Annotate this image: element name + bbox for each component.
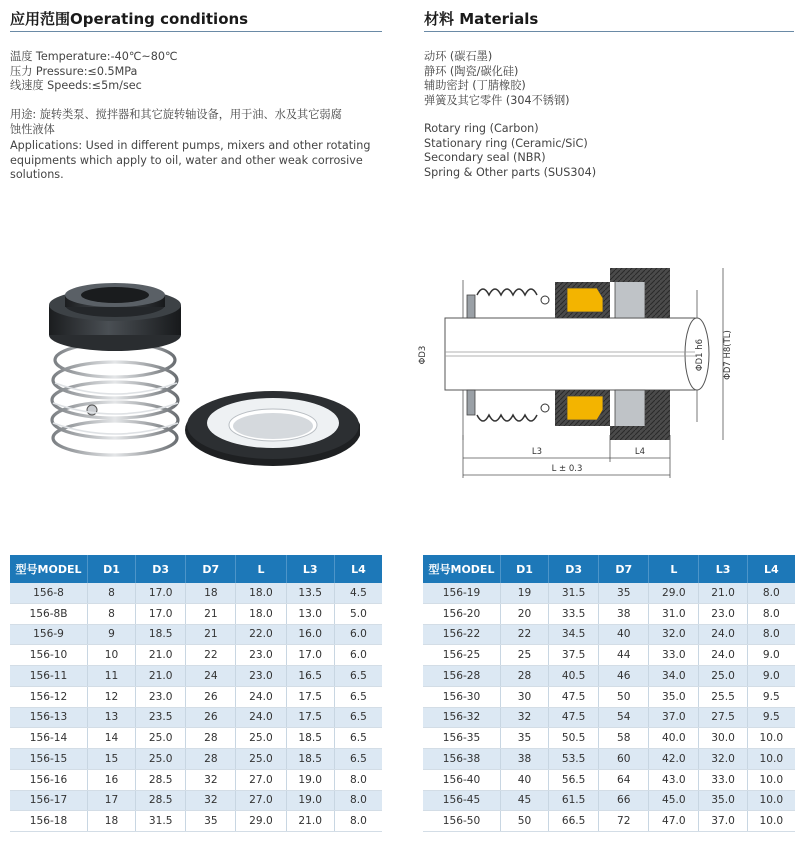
dimension-cell: 4.5	[334, 583, 382, 603]
column-header: D7	[599, 555, 649, 583]
usage-en-block	[10, 139, 370, 183]
dimension-cell: 23.0	[236, 666, 286, 687]
dimension-cell: 11	[88, 666, 136, 687]
material-en-line: Spring & Other parts (SUS304)	[424, 165, 597, 179]
model-table-right	[423, 555, 795, 832]
dimension-cell: 21.0	[136, 645, 186, 666]
material-en-line: Secondary seal (NBR)	[424, 151, 546, 165]
model-cell: 156-19	[423, 583, 500, 603]
table-row	[10, 666, 382, 687]
dimension-cell: 18.0	[236, 603, 286, 624]
dimension-cell: 13.5	[286, 583, 334, 603]
dimension-cell: 34.0	[649, 666, 699, 687]
dimension-cell: 32	[186, 769, 236, 790]
dimension-cell: 58	[599, 728, 649, 749]
dimension-cell: 47.5	[549, 707, 599, 728]
dimension-cell: 46	[599, 666, 649, 687]
dimension-cell: 40	[500, 769, 548, 790]
model-cell: 156-18	[10, 811, 88, 832]
dimension-cell: 31.5	[136, 811, 186, 832]
dimension-cell: 56.5	[549, 769, 599, 790]
dimension-cell: 31.5	[549, 583, 599, 603]
dimension-cell: 16.0	[286, 624, 334, 645]
dimension-cell: 18.5	[286, 728, 334, 749]
dimension-cell: 45.0	[649, 790, 699, 811]
column-header: D3	[549, 555, 599, 583]
dimension-cell: 34.5	[549, 624, 599, 645]
dimension-cell: 64	[599, 769, 649, 790]
column-header: L3	[699, 555, 747, 583]
dimension-cell: 28.5	[136, 769, 186, 790]
conditions-block	[10, 50, 178, 94]
usage-en-line: Applications: Used in different pumps, mixers and other rotating	[10, 139, 371, 152]
dimension-cell: 9.5	[747, 686, 795, 707]
dimension-cell: 9.0	[747, 645, 795, 666]
table-row	[10, 645, 382, 666]
dimension-cell: 6.5	[334, 707, 382, 728]
dimension-cell: 15	[88, 749, 136, 770]
dimension-cell: 21.0	[286, 811, 334, 832]
table-row	[10, 728, 382, 749]
table-row	[10, 624, 382, 645]
usage-en-line: solutions.	[10, 168, 64, 182]
dimension-cell: 72	[599, 811, 649, 832]
table-row	[423, 728, 795, 749]
model-cell: 156-8	[10, 583, 88, 603]
dimension-cell: 29.0	[649, 583, 699, 603]
title-divider	[424, 31, 794, 32]
model-cell: 156-40	[423, 769, 500, 790]
dimension-cell: 8.0	[334, 769, 382, 790]
model-cell: 156-28	[423, 666, 500, 687]
l-label: L ± 0.3	[551, 464, 583, 474]
dimension-cell: 24.0	[236, 707, 286, 728]
dimension-cell: 23.0	[236, 645, 286, 666]
dimension-cell: 54	[599, 707, 649, 728]
model-cell: 156-10	[10, 645, 88, 666]
model-cell: 156-17	[10, 790, 88, 811]
dimension-cell: 9	[88, 624, 136, 645]
model-cell: 156-22	[423, 624, 500, 645]
dimension-cell: 23.5	[136, 707, 186, 728]
dimension-cell: 10.0	[747, 790, 795, 811]
dimension-cell: 22.0	[236, 624, 286, 645]
dimension-cell: 8	[88, 603, 136, 624]
table-row	[10, 749, 382, 770]
table-header-row	[10, 555, 382, 583]
dimension-cell: 12	[88, 686, 136, 707]
dimension-cell: 9.0	[747, 666, 795, 687]
table-row	[423, 811, 795, 832]
dimension-cell: 6.5	[334, 686, 382, 707]
dimension-cell: 17.0	[136, 603, 186, 624]
dimension-cell: 29.0	[236, 811, 286, 832]
dimension-cell: 17.0	[286, 645, 334, 666]
model-cell: 156-30	[423, 686, 500, 707]
temperature-text: 温度 Temperature:-40℃~80℃	[10, 50, 178, 63]
column-header: L4	[334, 555, 382, 583]
material-cn-line: 弹簧及其它零件 (304不锈钢)	[424, 93, 570, 107]
dimension-cell: 33.5	[549, 603, 599, 624]
dimension-cell: 24.0	[236, 686, 286, 707]
title-divider	[10, 31, 382, 32]
dimension-cell: 6.5	[334, 666, 382, 687]
d1-label: ΦD1 h6	[695, 338, 705, 372]
dimension-cell: 21.0	[699, 583, 747, 603]
model-cell: 156-12	[10, 686, 88, 707]
dimension-cell: 8.0	[747, 624, 795, 645]
dimension-cell: 13.0	[286, 603, 334, 624]
dimension-cell: 25.0	[236, 728, 286, 749]
dimension-cell: 37.0	[649, 707, 699, 728]
dimension-cell: 50.5	[549, 728, 599, 749]
table-row	[423, 769, 795, 790]
model-cell: 156-20	[423, 603, 500, 624]
dimension-cell: 10.0	[747, 728, 795, 749]
dimension-cell: 18	[186, 583, 236, 603]
dimension-cell: 40	[599, 624, 649, 645]
dimension-cell: 37.5	[549, 645, 599, 666]
dimension-cell: 37.0	[699, 811, 747, 832]
materials-en-block	[424, 122, 596, 180]
dimension-cell: 50	[500, 811, 548, 832]
table-row	[423, 603, 795, 624]
dimension-cell: 16.5	[286, 666, 334, 687]
spring-coils	[52, 343, 178, 455]
dimension-cell: 21	[186, 624, 236, 645]
seal-product-illustration	[30, 265, 360, 500]
dimension-cell: 38	[599, 603, 649, 624]
dimension-cell: 9.5	[747, 707, 795, 728]
speed-text: 线速度 Speeds:≤5m/sec	[10, 79, 142, 93]
dimension-cell: 16	[88, 769, 136, 790]
table-row	[10, 686, 382, 707]
dimension-cell: 35	[186, 811, 236, 832]
dimension-cell: 24	[186, 666, 236, 687]
dimension-cell: 6.0	[334, 624, 382, 645]
table-row	[423, 666, 795, 687]
dimension-cell: 6.0	[334, 645, 382, 666]
dimension-cell: 26	[186, 686, 236, 707]
dimension-cell: 28	[186, 728, 236, 749]
model-cell: 156-16	[10, 769, 88, 790]
column-header: L3	[286, 555, 334, 583]
table-row	[10, 583, 382, 603]
dimension-cell: 30	[500, 686, 548, 707]
dimension-cell: 35.0	[699, 790, 747, 811]
model-cell: 156-35	[423, 728, 500, 749]
dimension-cell: 8.0	[334, 811, 382, 832]
operating-conditions-title: 应用范围Operating conditions	[10, 10, 249, 28]
table-row	[10, 769, 382, 790]
dimension-cell: 24.0	[699, 645, 747, 666]
dimension-cell: 18.0	[236, 583, 286, 603]
dimension-cell: 6.5	[334, 749, 382, 770]
d7-label: ΦD7 H8(TL)	[723, 330, 733, 380]
materials-title: 材料 Materials	[424, 10, 539, 28]
dimension-cell: 25.0	[699, 666, 747, 687]
model-table-left	[10, 555, 382, 832]
model-cell: 156-13	[10, 707, 88, 728]
dimension-cell: 44	[599, 645, 649, 666]
dimension-cell: 19	[500, 583, 548, 603]
table-row	[423, 583, 795, 603]
model-cell: 156-45	[423, 790, 500, 811]
dimension-cell: 61.5	[549, 790, 599, 811]
dimension-cell: 10.0	[747, 769, 795, 790]
dimension-cell: 45	[500, 790, 548, 811]
material-en-line: Stationary ring (Ceramic/SiC)	[424, 136, 588, 150]
dimension-cell: 18.5	[136, 624, 186, 645]
dimension-cell: 25.5	[699, 686, 747, 707]
usage-cn-block	[10, 108, 342, 137]
dimension-cell: 26	[186, 707, 236, 728]
dimension-cell: 8	[88, 583, 136, 603]
dimension-cell: 25.0	[136, 728, 186, 749]
dimension-cell: 33.0	[699, 769, 747, 790]
column-header: D1	[88, 555, 136, 583]
dimension-cell: 28.5	[136, 790, 186, 811]
dimension-cell: 32.0	[699, 749, 747, 770]
model-cell: 156-8B	[10, 603, 88, 624]
table-row	[10, 790, 382, 811]
l4-label: L4	[634, 447, 646, 457]
dimension-cell: 10.0	[747, 811, 795, 832]
column-header: D7	[186, 555, 236, 583]
dimension-cell: 47.0	[649, 811, 699, 832]
dimension-cell: 14	[88, 728, 136, 749]
model-cell: 156-9	[10, 624, 88, 645]
dimension-cell: 38	[500, 749, 548, 770]
dimension-cell: 19.0	[286, 769, 334, 790]
dimension-cell: 13	[88, 707, 136, 728]
dimension-cell: 17.0	[136, 583, 186, 603]
dimension-cell: 8.0	[747, 603, 795, 624]
dimension-cell: 32.0	[649, 624, 699, 645]
table-header-row	[423, 555, 795, 583]
model-cell: 156-38	[423, 749, 500, 770]
seal-technical-drawing	[405, 240, 800, 485]
seal-section-top	[467, 268, 670, 318]
usage-cn-line: 蚀性液体	[10, 122, 55, 136]
dimension-cell: 66.5	[549, 811, 599, 832]
dimension-cell: 30.0	[699, 728, 747, 749]
dimension-cell: 28	[500, 666, 548, 687]
dimension-cell: 18.5	[286, 749, 334, 770]
dimension-cell: 42.0	[649, 749, 699, 770]
model-cell: 156-50	[423, 811, 500, 832]
table-row	[423, 624, 795, 645]
material-cn-line: 动环 (碳石墨)	[424, 50, 493, 63]
seal-section-bottom	[467, 390, 670, 440]
dimension-cell: 25.0	[136, 749, 186, 770]
dimension-cell: 27.0	[236, 769, 286, 790]
dimension-cell: 40.5	[549, 666, 599, 687]
usage-cn-line: 用途: 旋转类泵、搅拌器和其它旋转轴设备，用于油、水及其它弱腐	[10, 108, 342, 121]
dimension-cell: 20	[500, 603, 548, 624]
column-header: D1	[500, 555, 548, 583]
table-row	[423, 790, 795, 811]
d3-label: ΦD3	[418, 345, 428, 365]
table-row	[10, 707, 382, 728]
column-header: 型号MODEL	[423, 555, 500, 583]
dimension-cell: 8.0	[747, 583, 795, 603]
dimension-cell: 22	[186, 645, 236, 666]
model-cell: 156-15	[10, 749, 88, 770]
table-row	[10, 811, 382, 832]
material-cn-line: 辅助密封 (丁腈橡胶)	[424, 79, 526, 93]
dimension-cell: 35.0	[649, 686, 699, 707]
dimension-cell: 47.5	[549, 686, 599, 707]
table-row	[423, 707, 795, 728]
dimension-cell: 8.0	[334, 790, 382, 811]
dimension-cell: 22	[500, 624, 548, 645]
dimension-cell: 19.0	[286, 790, 334, 811]
dimension-cell: 25.0	[236, 749, 286, 770]
dimension-cell: 10.0	[747, 749, 795, 770]
dimension-cell: 28	[186, 749, 236, 770]
model-cell: 156-11	[10, 666, 88, 687]
dimension-cell: 10	[88, 645, 136, 666]
column-header: D3	[136, 555, 186, 583]
model-cell: 156-32	[423, 707, 500, 728]
model-cell: 156-14	[10, 728, 88, 749]
column-header: L	[236, 555, 286, 583]
dimension-cell: 27.0	[236, 790, 286, 811]
dimension-cell: 32	[500, 707, 548, 728]
table-row	[423, 749, 795, 770]
dimension-cell: 31.0	[649, 603, 699, 624]
column-header: 型号MODEL	[10, 555, 88, 583]
dimension-cell: 25	[500, 645, 548, 666]
dimension-cell: 24.0	[699, 624, 747, 645]
dimension-cell: 17.5	[286, 686, 334, 707]
dimension-cell: 33.0	[649, 645, 699, 666]
pressure-text: 压力 Pressure:≤0.5MPa	[10, 64, 138, 78]
dimension-cell: 21.0	[136, 666, 186, 687]
dimension-cell: 50	[599, 686, 649, 707]
material-cn-line: 静环 (陶瓷/碳化硅)	[424, 64, 519, 78]
dimension-cell: 35	[500, 728, 548, 749]
material-en-line: Rotary ring (Carbon)	[424, 122, 539, 135]
model-cell: 156-25	[423, 645, 500, 666]
materials-cn-block	[424, 50, 570, 108]
table-row	[10, 603, 382, 624]
dimension-cell: 23.0	[699, 603, 747, 624]
dimension-cell: 21	[186, 603, 236, 624]
dimension-cell: 53.5	[549, 749, 599, 770]
dimension-cell: 43.0	[649, 769, 699, 790]
dimension-cell: 60	[599, 749, 649, 770]
dimension-cell: 17	[88, 790, 136, 811]
usage-en-line: equipments which apply to oil, water and other weak corrosive	[10, 153, 363, 167]
dimension-cell: 40.0	[649, 728, 699, 749]
dimension-cell: 32	[186, 790, 236, 811]
table-row	[423, 645, 795, 666]
dimension-cell: 18	[88, 811, 136, 832]
dimension-cell: 27.5	[699, 707, 747, 728]
dimension-cell: 6.5	[334, 728, 382, 749]
dimension-cell: 35	[599, 583, 649, 603]
dimension-cell: 66	[599, 790, 649, 811]
dimension-cell: 5.0	[334, 603, 382, 624]
dimension-cell: 23.0	[136, 686, 186, 707]
dimension-cell: 17.5	[286, 707, 334, 728]
column-header: L	[649, 555, 699, 583]
column-header: L4	[747, 555, 795, 583]
l3-label: L3	[531, 447, 543, 457]
table-row	[423, 686, 795, 707]
